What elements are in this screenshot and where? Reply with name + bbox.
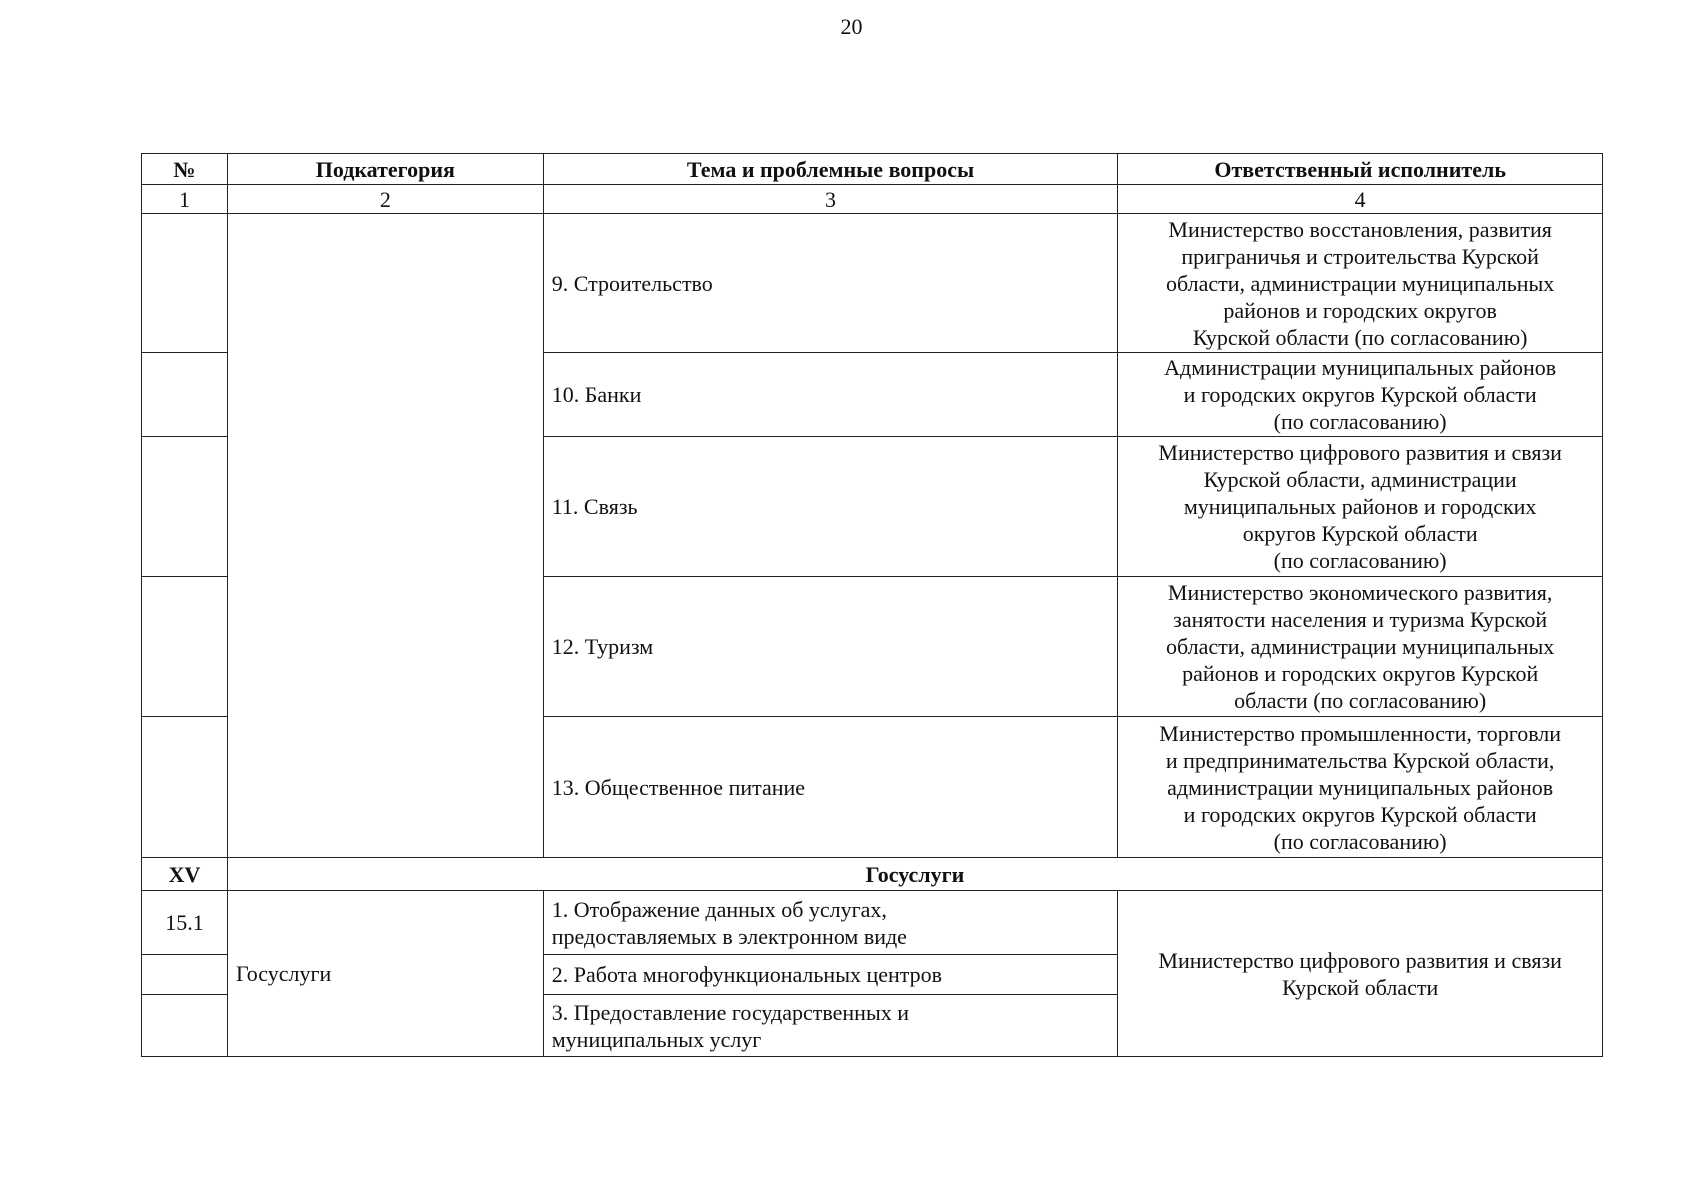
row-number-cell	[142, 955, 228, 995]
responsible-cell: Министерство цифрового развития и связи Курской области, администрации муниципальных районов и городских округов Курской области (по согласованию)	[1118, 437, 1603, 577]
table-row	[142, 891, 1603, 955]
row-number-cell	[142, 353, 228, 437]
responsible-cell: Министерство цифрового развития и связи Курской области	[1118, 891, 1603, 1057]
responsible-cell: Министерство экономического развития, занятости населения и туризма Курской области, администрации муниципальных районов и городских округов Курской области (по согласованию)	[1118, 577, 1603, 717]
section-row	[142, 858, 1603, 891]
header-subcategory: Подкатегория	[227, 154, 543, 185]
topic-cell: 10. Банки	[543, 353, 1118, 437]
table-row	[142, 214, 1603, 353]
header-topic: Тема и проблемные вопросы	[543, 154, 1118, 185]
topic-cell: 1. Отображение данных об услугах, предоставляемых в электронном виде	[543, 891, 1118, 955]
column-number: 1	[142, 185, 228, 214]
responsible-cell: Администрации муниципальных районов и городских округов Курской области (по согласованию)	[1118, 353, 1603, 437]
topic-cell: 13. Общественное питание	[543, 717, 1118, 858]
header-number: №	[142, 154, 228, 185]
row-number-cell	[142, 437, 228, 577]
responsible-cell: Министерство восстановления, развития приграничья и строительства Курской области, администрации муниципальных районов и городских округов Курской области (по согласованию)	[1118, 214, 1603, 353]
services-table	[141, 153, 1603, 1057]
subcategory-cell: Госуслуги	[227, 891, 543, 1057]
responsible-cell: Министерство промышленности, торговли и предпринимательства Курской области, администрации муниципальных районов и городских округов Курской области (по согласованию)	[1118, 717, 1603, 858]
row-number-cell	[142, 717, 228, 858]
topic-cell: 9. Строительство	[543, 214, 1118, 353]
topic-cell: 11. Связь	[543, 437, 1118, 577]
row-number-cell	[142, 577, 228, 717]
row-number-cell: 15.1	[142, 891, 228, 955]
column-number-row	[142, 185, 1603, 214]
header-responsible: Ответственный исполнитель	[1118, 154, 1603, 185]
topic-cell: 2. Работа многофункциональных центров	[543, 955, 1118, 995]
row-number-cell	[142, 214, 228, 353]
topic-cell: 3. Предоставление государственных и муниципальных услуг	[543, 995, 1118, 1057]
section-title: Госуслуги	[227, 858, 1602, 891]
section-number: XV	[142, 858, 228, 891]
column-number: 3	[543, 185, 1118, 214]
topic-cell: 12. Туризм	[543, 577, 1118, 717]
row-number-cell	[142, 995, 228, 1057]
header-row	[142, 154, 1603, 185]
page-number: 20	[840, 14, 863, 39]
subcategory-cell	[227, 214, 543, 858]
column-number: 2	[227, 185, 543, 214]
column-number: 4	[1118, 185, 1603, 214]
